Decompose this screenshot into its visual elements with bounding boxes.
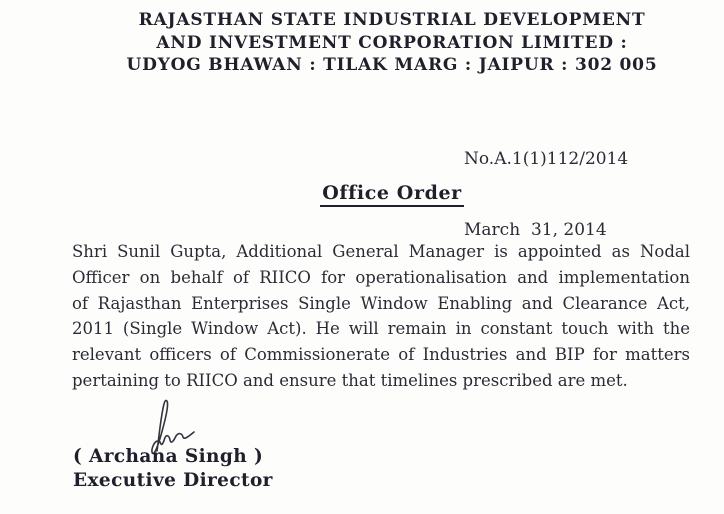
body-paragraph xyxy=(72,239,690,394)
letterhead-line-1: RAJASTHAN STATE INDUSTRIAL DEVELOPMENT xyxy=(138,10,646,30)
body-line: 2011 (Single Window Act). He will remain in constant touch with the xyxy=(72,319,690,339)
body-line: of Rajasthan Enterprises Single Window Enabling and Clearance Act, xyxy=(72,293,690,313)
letterhead-line-3: UDYOG BHAWAN : TILAK MARG : JAIPUR : 302 005 xyxy=(126,55,658,75)
body-line: Officer on behalf of RIICO for operationalisation and implementation xyxy=(72,267,690,287)
signatory-name: ( Archana Singh ) xyxy=(73,446,264,467)
body-line: pertaining to RIICO and ensure that timelines prescribed are met. xyxy=(72,370,628,390)
body-line: Shri Sunil Gupta, Additional General Manager is appointed as Nodal xyxy=(72,242,690,261)
title-wrap xyxy=(30,182,724,207)
body-line: relevant officers of Commissionerate of Industries and BIP for matters xyxy=(72,345,690,365)
letterhead-line-2: AND INVESTMENT CORPORATION LIMITED : xyxy=(156,32,628,53)
letterhead xyxy=(30,9,724,77)
reference-date: March 31, 2014 xyxy=(464,219,607,240)
signatory-designation: Executive Director xyxy=(73,470,273,491)
reference-number: No.A.1(1)112/2014 xyxy=(464,149,629,169)
document-title: Office Order xyxy=(320,182,464,207)
